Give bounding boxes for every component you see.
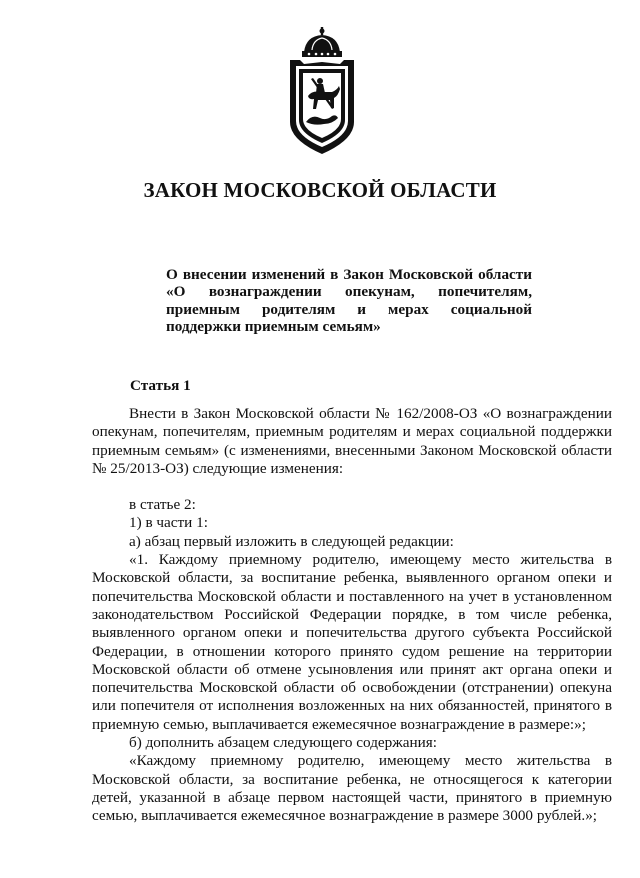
paragraph-article-2: в статье 2: <box>129 496 196 514</box>
coat-of-arms-icon <box>282 26 362 158</box>
paragraph-quote-2: «Каждому приемному родителю, имеющему место жительства в Московской области, за воспитание ребенка, не относящегося к категории детей, указанной в абзаце первом настоящей части, принятого в приемную семью, выплачивается ежемесячное вознаграждение в размере 3000 рублей.»; <box>92 752 612 825</box>
article-heading: Статья 1 <box>130 377 191 394</box>
crown-icon <box>302 27 342 57</box>
paragraph-item-b: б) дополнить абзацем следующего содержания: <box>129 734 437 752</box>
paragraph-item-a: а) абзац первый изложить в следующей редакции: <box>129 532 454 550</box>
paragraph-quote-1: «1. Каждому приемному родителю, имеющему место жительства в Московской области, за воспитание ребенка, выявленного органом опеки и попечительства Московской области и поставленного на учет в установленном законодательством Российской Федерации порядке, в том числе ребенка, выявленного органом опеки и попечительства другого субъекта Российской Федерации, в отношении которого принято судом решение на территории Московской области об отмене усыновления или принят акт органа опеки и попечительства Московской области об освобождении (отстранении) опекуна или попечителя от исполнения возложенных на них обязанностей, принятого в приемную семью, выплачивается ежемесячное вознаграждение в размере:»; <box>92 551 612 733</box>
paragraph-intro: Внести в Закон Московской области № 162/2008-ОЗ «О вознаграждении опекунам, попечителям, приемным родителям и мерах социальной поддержки приемным семьям» (с изменениями, внесенными Законом Московской области № 25/2013-ОЗ) следующие изменения: <box>92 405 612 477</box>
document-title: ЗАКОН МОСКОВСКОЙ ОБЛАСТИ <box>143 178 497 202</box>
paragraph-part-1: 1) в части 1: <box>129 514 208 532</box>
law-subject: О внесении изменений в Закон Московской области «О вознаграждении опекунам, попечителям, приемным родителям и мерах социальной поддержки приемным семьям» <box>166 266 532 336</box>
document-body <box>92 405 612 826</box>
